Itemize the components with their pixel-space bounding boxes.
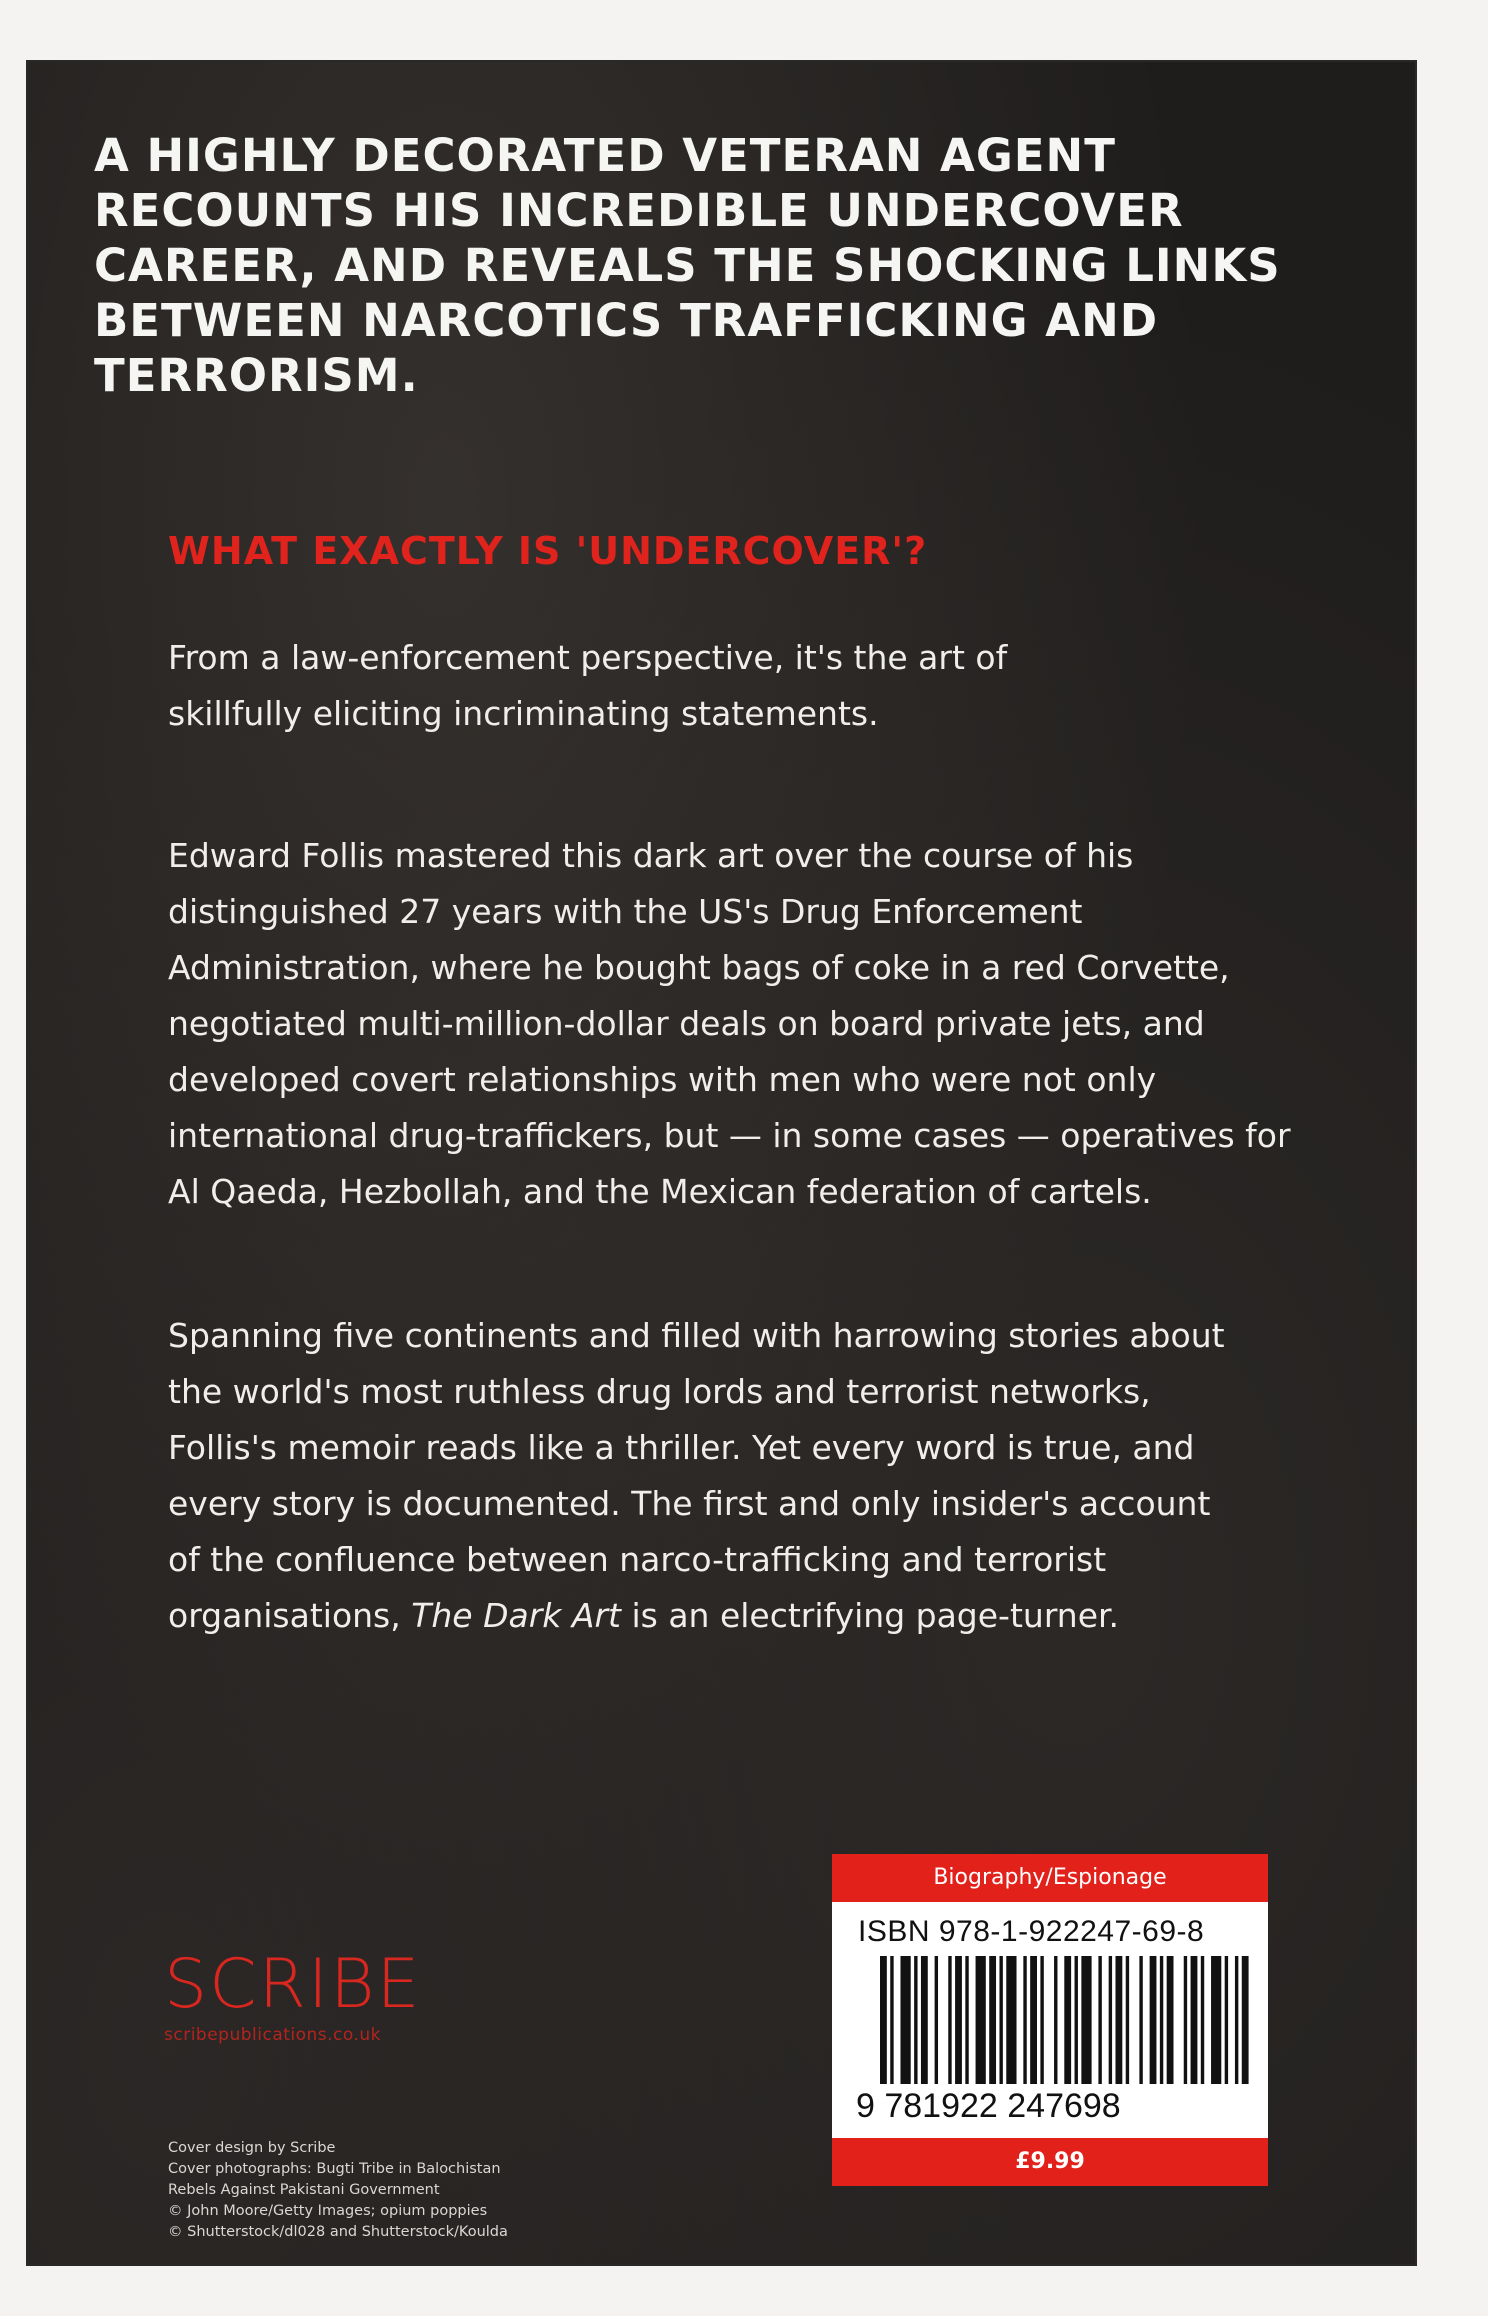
barcode-bar — [890, 1956, 893, 2084]
blurb-paragraph-3-ending: is an electrifying page-turner. — [620, 1596, 1120, 1635]
barcode-bar — [1054, 1956, 1057, 2084]
barcode-bar — [1040, 1956, 1043, 2084]
barcode-bar — [921, 1956, 928, 2084]
barcode-bar — [1167, 1956, 1174, 2084]
barcode-bar — [1160, 1956, 1163, 2084]
isbn-text: ISBN 978-1-922247-69-8 — [858, 1915, 1205, 1948]
barcode-bar — [1211, 1956, 1221, 2084]
barcode-bar — [1023, 1956, 1026, 2084]
barcode-bar — [1098, 1956, 1101, 2084]
barcode-bar — [976, 1956, 986, 2084]
blurb-paragraph-3-text: Spanning five continents and filled with harrowing stories about the world's most ruthless drug lords and terrorist networks, Follis's memoir reads like a thriller. Yet every word is true, and every story is documented. The first and only insider's account of the confluence between narco-trafficking and terrorist organisations, — [168, 1316, 1225, 1635]
credit-line: © John Moore/Getty Images; opium poppies — [168, 2203, 488, 2219]
barcode-bar — [989, 1956, 996, 2084]
credit-line: Cover design by Scribe — [168, 2140, 336, 2156]
barcode-bar — [955, 1956, 962, 2084]
barcode-bar — [1075, 1956, 1078, 2084]
barcode-bar — [1030, 1956, 1037, 2084]
section-heading: WHAT EXACTLY IS 'UNDERCOVER'? — [168, 529, 928, 573]
barcode-bar — [1006, 1956, 1016, 2084]
barcode-bar — [1081, 1956, 1091, 2084]
barcode-bar — [1109, 1956, 1112, 2084]
barcode-bar — [948, 1956, 951, 2084]
barcode-bar — [999, 1956, 1002, 2084]
barcode-bar — [1191, 1956, 1198, 2084]
barcode-bar — [914, 1956, 917, 2084]
blurb-paragraph-1: From a law-enforcement perspective, it's the art of skillfully eliciting incriminating statements. — [168, 638, 1008, 733]
barcode-bar — [1184, 1956, 1187, 2084]
barcode-bar — [1139, 1956, 1142, 2084]
credit-line: Rebels Against Pakistani Government — [168, 2182, 440, 2198]
barcode-bar — [1225, 1956, 1228, 2084]
price-label: £9.99 — [832, 2138, 1268, 2186]
barcode-bar — [1064, 1956, 1071, 2084]
barcode-bar — [880, 1956, 887, 2084]
credit-line: © Shutterstock/dl028 and Shutterstock/Koulda — [168, 2224, 508, 2240]
barcode-bar — [1235, 1956, 1238, 2084]
cover-headline: A HIGHLY DECORATED VETERAN AGENT RECOUNTS HIS INCREDIBLE UNDERCOVER CAREER, AND REVEALS THE SHOCKING LINKS BETWEEN NARCOTICS TRAFFICKING AND TERRORISM. — [94, 129, 1281, 402]
barcode-bar — [1150, 1956, 1157, 2084]
barcode-panel — [832, 1854, 1268, 2186]
blurb-paragraph-3 — [168, 1308, 1248, 1644]
genre-label: Biography/Espionage — [832, 1854, 1268, 1902]
book-title-italic: The Dark Art — [411, 1596, 621, 1635]
back-cover — [28, 62, 1415, 2264]
barcode-digits: 9 781922 247698 — [856, 2087, 1121, 2125]
barcode-bar — [1115, 1956, 1122, 2084]
publisher-logo: SCRIBE — [164, 1945, 422, 2024]
publisher-url: scribepublications.co.uk — [164, 2025, 382, 2045]
barcode-bar — [935, 1956, 938, 2084]
blurb-paragraph-2: Edward Follis mastered this dark art over the course of his distinguished 27 years with the US's Drug Enforcement Administration, where he bought bags of coke in a red Corvette, negotiated multi-million-dollar deals on board private jets, and developed covert relationships with men who were not only international drug-traffickers, but — in some cases — operatives for Al Qaeda, Hezbollah, and the Mexican federation of cartels. — [168, 836, 1291, 1211]
barcode-bar — [1126, 1956, 1129, 2084]
publisher-block — [164, 1945, 524, 2046]
barcode-bar — [965, 1956, 968, 2084]
cover-credits — [168, 2138, 618, 2243]
barcode-bar — [1201, 1956, 1204, 2084]
barcode-bar — [1242, 1956, 1249, 2084]
credit-line: Cover photographs: Bugti Tribe in Balochistan — [168, 2161, 501, 2177]
barcode-bar — [900, 1956, 910, 2084]
barcode-icon — [880, 1956, 1252, 2084]
